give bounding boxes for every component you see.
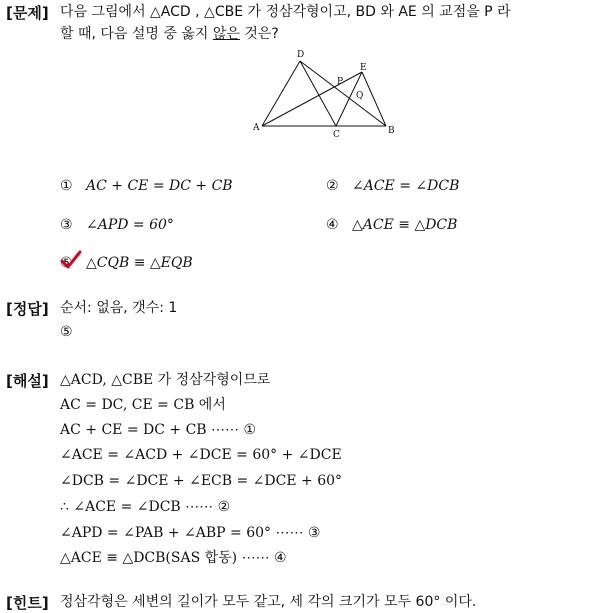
explanation-line-1: △ACD, △CBE 가 정삼각형이므로 <box>60 372 271 388</box>
explanation-line-4: ∠ACE = ∠ACD + ∠DCE = 60° + ∠DCE <box>60 447 342 463</box>
explanation-line-8: △ACE ≡ △DCB(SAS 합동) ⋯⋯ ④ <box>60 550 287 566</box>
fig-label-b: B <box>388 126 395 136</box>
option-2[interactable] <box>326 176 459 196</box>
checkmark-icon <box>60 250 82 270</box>
option-1[interactable] <box>60 176 233 196</box>
answer-line-1: 순서: 없음, 갯수: 1 <box>60 300 178 316</box>
fig-label-q: Q <box>356 91 364 101</box>
segment-ae <box>262 72 362 126</box>
fig-label-e: E <box>360 63 367 73</box>
problem-line-1: 다음 그림에서 △ACD , △CBE 가 정삼각형이고, BD 와 AE 의 교점을 P 라 <box>60 4 511 20</box>
option-5-number: ⑤ <box>60 255 73 271</box>
answer-line-2: ⑤ <box>60 324 73 340</box>
segment-db <box>300 61 386 126</box>
hint-text: 정삼각형은 세변의 길이가 모두 같고, 세 각의 크기가 모두 60° 이다. <box>60 594 477 610</box>
explanation-line-5: ∠DCB = ∠DCE + ∠ECB = ∠DCE + 60° <box>60 473 343 489</box>
option-4-number: ④ <box>326 217 339 233</box>
explanation-line-7: ∠APD = ∠PAB + ∠ABP = 60° ⋯⋯ ③ <box>60 525 321 541</box>
segment-dc <box>300 61 336 126</box>
problem-label: [문제] <box>6 4 49 22</box>
problem-line-2-underlined: 않은 <box>212 26 240 42</box>
option-3-text: ∠APD = 60° <box>86 217 174 233</box>
fig-label-d: D <box>297 50 305 60</box>
option-5-text: △CQB ≡ △EQB <box>86 255 193 271</box>
explanation-label: [해설] <box>6 372 49 390</box>
segment-eb <box>362 72 386 126</box>
problem-line-2 <box>60 24 279 44</box>
option-4-text: △ACE ≡ △DCB <box>352 217 458 233</box>
explanation-line-2: AC = DC, CE = CB 에서 <box>60 397 226 413</box>
triangle-figure <box>252 48 402 140</box>
option-1-text: AC + CE = DC + CB <box>86 178 233 194</box>
explanation-line-3: AC + CE = DC + CB ⋯⋯ ① <box>60 422 257 438</box>
hint-label: [힌트] <box>6 594 49 612</box>
answer-label: [정답] <box>6 300 49 318</box>
option-3[interactable] <box>60 215 174 235</box>
explanation-line-6: ∴ ∠ACE = ∠DCB ⋯⋯ ② <box>60 499 231 515</box>
option-3-number: ③ <box>60 217 73 233</box>
option-4[interactable] <box>326 215 457 235</box>
fig-label-p: P <box>337 77 344 87</box>
problem-line-2-pre: 할 때, 다음 설명 중 옳지 <box>60 26 213 42</box>
option-1-number: ① <box>60 178 73 194</box>
fig-label-c: C <box>333 130 340 140</box>
problem-line-2-post: 것은? <box>239 26 279 42</box>
option-2-text: ∠ACE = ∠DCB <box>352 178 460 194</box>
fig-label-a: A <box>253 123 260 133</box>
option-2-number: ② <box>326 178 339 194</box>
